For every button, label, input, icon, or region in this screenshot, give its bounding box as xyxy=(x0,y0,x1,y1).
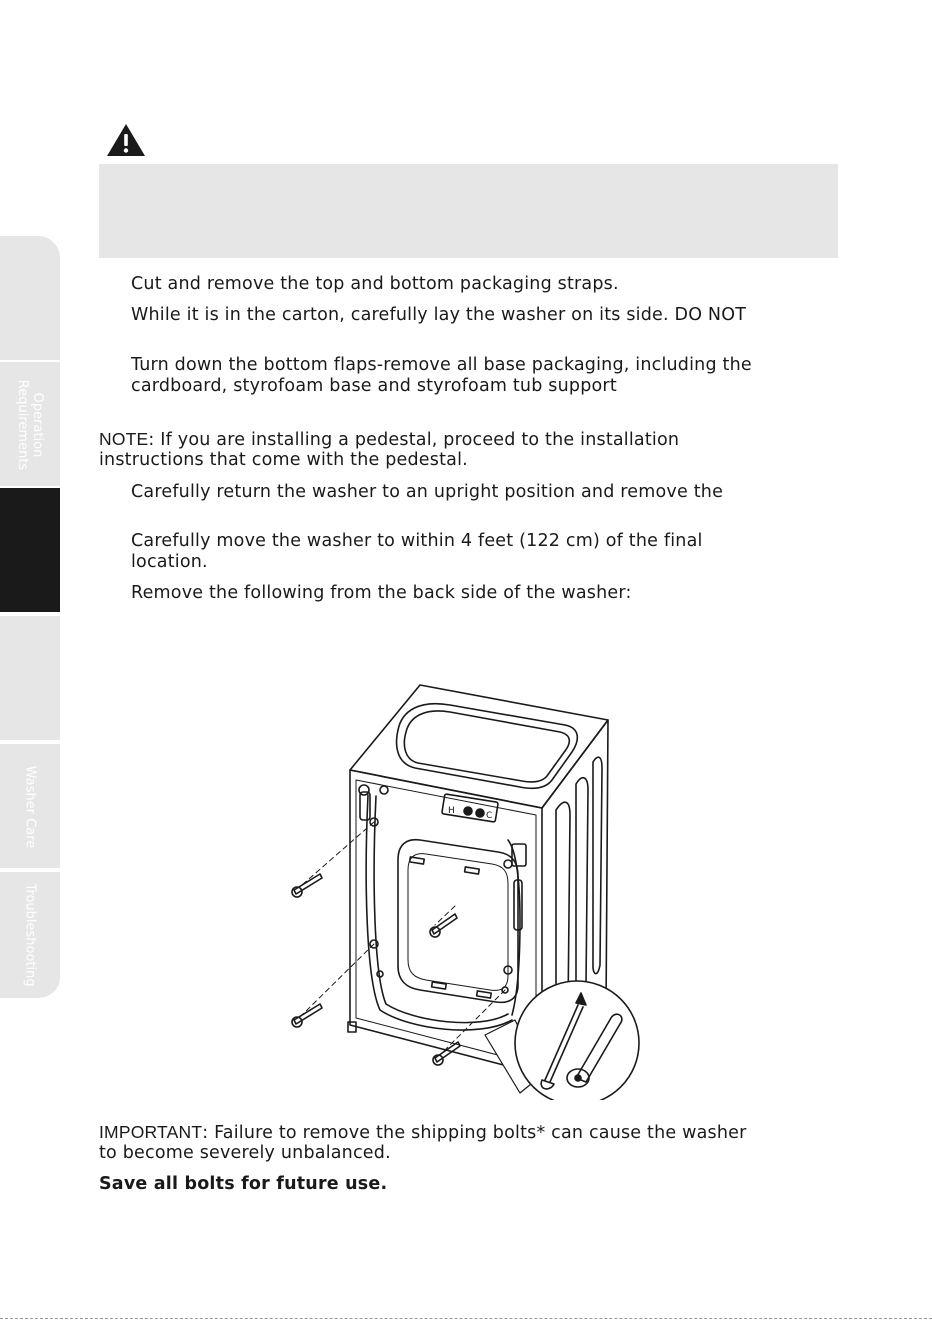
important-text: : Failure to remove the shipping bolts* can cause the washer xyxy=(202,1123,747,1143)
side-tab-1[interactable] xyxy=(0,236,60,362)
side-tab-label: Washer Care xyxy=(22,765,38,849)
step-text: Carefully move the washer to within 4 feet (122 cm) of the final xyxy=(131,531,703,551)
step-text: Carefully return the washer to an upright position and remove the xyxy=(131,482,724,502)
save-bolts-text: Save all bolts for future use. xyxy=(99,1174,388,1194)
side-tab-bar xyxy=(0,236,60,1000)
bolt-icon xyxy=(430,914,457,937)
side-tab-label: Troubleshooting xyxy=(22,883,38,987)
note-label: NOTE xyxy=(99,429,149,449)
side-tab-washer-care[interactable] xyxy=(0,744,60,870)
bolt-icon xyxy=(433,1042,460,1065)
step-text: Cut and remove the top and bottom packaging straps. xyxy=(131,274,619,294)
step-text: While it is in the carton, carefully lay the washer on its side. DO NOT xyxy=(131,305,747,325)
bolt-icon xyxy=(292,874,322,897)
side-tab-4[interactable] xyxy=(0,616,60,742)
washer-back-illustration xyxy=(280,680,650,1100)
hot-label: H xyxy=(448,806,455,816)
warning-triangle-icon xyxy=(106,123,146,157)
side-tab-operation-requirements[interactable] xyxy=(0,362,60,488)
note-text-line2: instructions that come with the pedestal. xyxy=(99,450,468,470)
important-text-line2: to become severely unbalanced. xyxy=(99,1143,391,1163)
note-paragraph xyxy=(99,429,679,451)
page-bottom-rule xyxy=(0,1318,932,1319)
side-tab-3-active[interactable] xyxy=(0,488,60,614)
cold-label: C xyxy=(486,811,493,821)
step-text: Remove the following from the back side of the washer: xyxy=(131,583,632,603)
important-label: IMPORTANT xyxy=(99,1122,203,1142)
note-text: : If you are installing a pedestal, proceed to the installation xyxy=(148,430,680,450)
step-text: location. xyxy=(131,552,208,572)
important-paragraph xyxy=(99,1122,747,1144)
bolt-icon xyxy=(292,1004,322,1027)
warning-box xyxy=(99,164,838,258)
step-text: cardboard, styrofoam base and styrofoam tub support xyxy=(131,376,617,396)
side-tab-troubleshooting[interactable] xyxy=(0,872,60,1000)
step-text: Turn down the bottom flaps-remove all base packaging, including the xyxy=(131,355,752,375)
side-tab-label: Operation Requirements xyxy=(15,379,45,471)
